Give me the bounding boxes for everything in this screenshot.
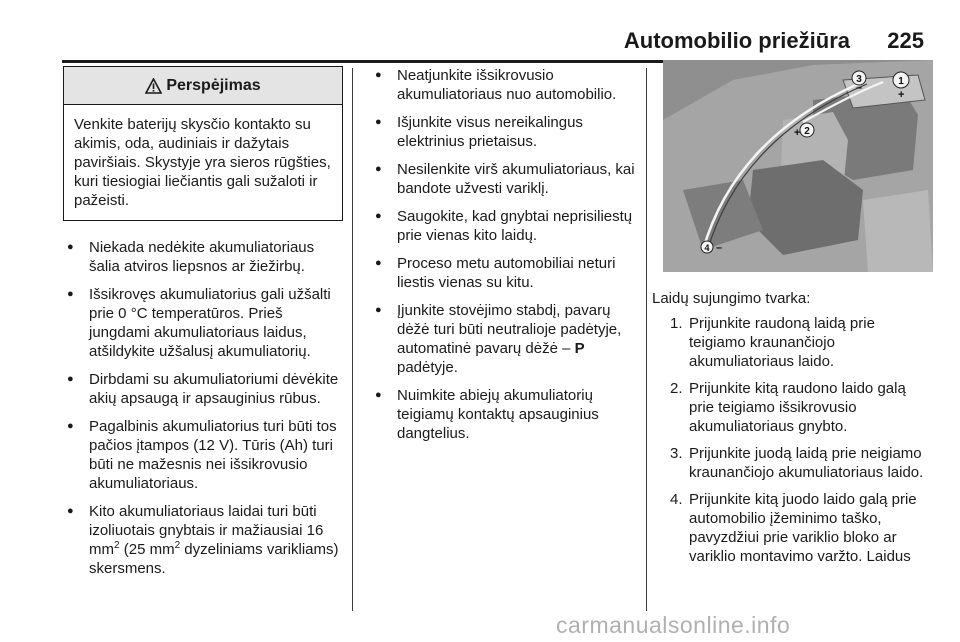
superscript: 2 [114, 540, 120, 551]
step-number: 3. [670, 445, 683, 462]
column-1 [63, 66, 343, 587]
watermark: carmanualsonline.info [556, 612, 791, 638]
list-item: ● Išjunkite visus nereikalingus elektrinius prietaisus. [371, 113, 643, 151]
list-item-text: (25 mm [119, 541, 175, 558]
callout-4: 4 [704, 243, 710, 253]
steps-heading: Laidų sujungimo tvarka: [652, 290, 811, 307]
gear-position: P [574, 340, 585, 357]
list-item: ● Dirbdami su akumuliatoriumi dėvėkite akių apsaugą ir apsauginius rūbus. [63, 370, 343, 408]
engine-bay-figure [663, 60, 933, 272]
step-item [650, 490, 928, 566]
connection-steps [650, 314, 928, 566]
precautions-list [63, 238, 343, 578]
list-item-text: Įjunkite stovėjimo stabdį, pavarų dėžė turi būti neutralioje padėtyje, automatinė pavarų dėžė [397, 302, 622, 357]
step-number: 1. [670, 315, 683, 332]
column-3 [650, 66, 928, 574]
list-item: ● Nesilenkite virš akumuliatoriaus, kai bandote užvesti variklį. [371, 160, 643, 198]
warning-header [64, 67, 342, 105]
step-number: 4. [670, 491, 683, 508]
warning-triangle-icon [145, 78, 162, 94]
list-item [63, 502, 343, 578]
step-text: Prijunkite kitą juodo laido galą prie automobilio įžeminimo taško, pavyzdžiui prie variklio bloko ar variklio montavimo varžto. Laidus [689, 491, 917, 565]
warning-box [63, 66, 343, 221]
list-item: ● Nuimkite abiejų akumuliatorių teigiamų kontaktų apsauginius dangtelius. [371, 386, 643, 443]
step-item [650, 379, 928, 436]
list-item: ● Neatjunkite išsikrovusio akumuliatoriaus nuo automobilio. [371, 66, 643, 104]
superscript: 2 [174, 540, 181, 551]
callout-3-sign: – [856, 82, 863, 94]
list-item: ● Išsikrovęs akumuliatorius gali užšalti prie 0 °C temperatūros. Prieš jungdami akumuliatoriaus laidus, atšildykite užšalusį akumuliatorių. [63, 285, 343, 361]
step-item [650, 314, 928, 371]
list-item-text: dyzeliniams varikliams) skersmens. [89, 541, 339, 577]
step-item [650, 444, 928, 482]
page-number: 225 [887, 28, 924, 53]
step-text: Prijunkite kitą raudono laido galą prie teigiamo išsikrovusio akumuliatoriaus gnybto. [689, 380, 906, 435]
column-divider [352, 68, 353, 611]
callout-3: 3 [856, 74, 862, 85]
list-item-text: padėtyje. [397, 359, 458, 376]
engine-bay-illustration [663, 60, 933, 272]
warning-title: Perspėjimas [166, 77, 261, 94]
dash: – [562, 340, 571, 357]
page-header [0, 22, 960, 62]
warning-text: Venkite baterijų skysčio kontakto su akimis, oda, audiniais ir dažytais paviršiais. Skystyje yra sieros rūgšties, kuri tiesiogiai liečiantis gali sužaloti ir pažeisti. [74, 116, 331, 209]
callout-2-sign: + [794, 127, 801, 139]
list-item: ● Saugokite, kad gnybtai neprisiliestų prie vienas kito laidų. [371, 207, 643, 245]
list-item: ● Pagalbinis akumuliatorius turi būti tos pačios įtampos (12 V). Tūris (Ah) turi būti ne mažesnis nei išsikrovusio akumuliatoriaus. [63, 417, 343, 493]
callout-4-sign: – [716, 242, 723, 254]
list-item-text: Kito akumuliatoriaus laidai turi būti izoliuotais gnybtais ir mažiausiai 16 mm [89, 503, 324, 558]
step-text: Prijunkite raudoną laidą prie teigiamo kraunančiojo akumuliatoriaus laido. [689, 315, 875, 370]
section-title: Automobilio priežiūra [623, 28, 850, 53]
precautions-list [371, 66, 643, 443]
callout-1: 1 [898, 76, 904, 87]
column-2 [371, 66, 643, 452]
callout-2: 2 [804, 126, 810, 137]
column-divider [646, 68, 647, 611]
step-number: 2. [670, 380, 683, 397]
list-item [371, 301, 643, 377]
callout-1-sign: + [898, 89, 905, 101]
step-text: Prijunkite juodą laidą prie neigiamo kraunančiojo akumuliatoriaus laido. [689, 445, 924, 481]
list-item: ● Niekada nedėkite akumuliatoriaus šalia atviros liepsnos ar žiežirbų. [63, 238, 343, 276]
list-item: ● Proceso metu automobiliai neturi liestis vienas su kitu. [371, 254, 643, 292]
